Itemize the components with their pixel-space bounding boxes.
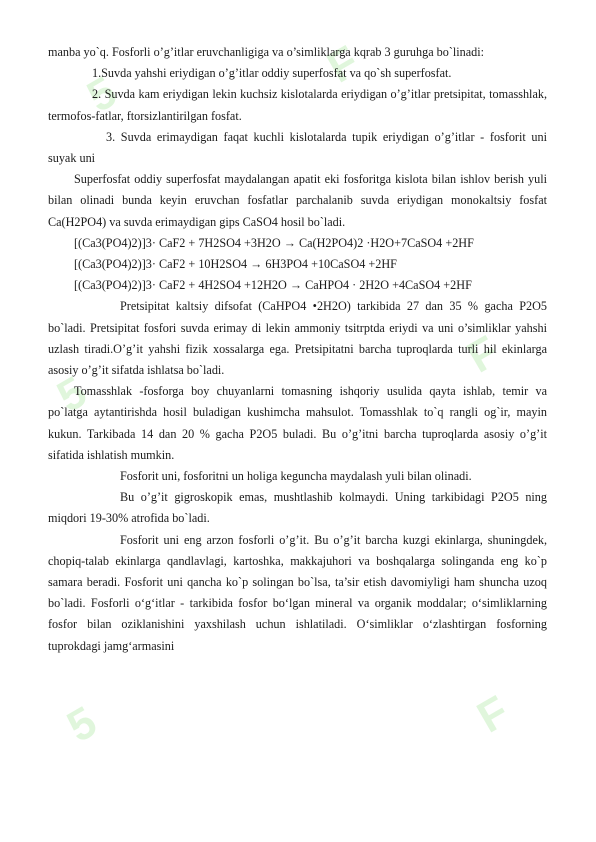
watermark-mark-2: F (319, 36, 368, 93)
paragraph: Pretsipitat kaltsiy difsofat (CaHPO4 •2H2O) tarkibida 27 dan 35 % gacha P2O5 bo`ladi. Pretsipitat fosfori suvda erimay di lekin ammoniy tsitrptda eriydi va uni o’simliklar yahshi uzlash tiradi.O’g’it yahshi fizik xossalarga ega. Pretsipitatni barcha tuproqlarda turli hil ekinlarga asosiy o’g’it sifatda ishlatsa bo`ladi. (48, 299, 547, 378)
paragraph: 1.Suvda yahshi eriydigan o’g’itlar oddiy superfosfat va qo`sh superfosfat. (92, 66, 452, 81)
paragraph: Bu o’g’it gigroskopik emas, mushtlashib kolmaydi. Uning tarkibidagi P2O5 ning miqdori 19-30% atrofida bo`ladi. (48, 490, 547, 526)
watermark-mark-1: 5 (79, 67, 125, 122)
chemical-equation: [(Ca3(PO4)2)]3· CaF2 + 4H2SO4 +12H2O → CaHPO4 · 2H2O +4CaSO4 +2HF (74, 278, 472, 293)
paragraph: 3. Suvda erimaydigan faqat kuchli kislotalarda tupik eriydigan o’g’itlar - fosforit uni suyak uni (48, 129, 547, 166)
watermark-mark-6: F (469, 686, 518, 743)
document-body (48, 42, 547, 657)
paragraph: Fosforit uni eng arzon fosforli o’g’it. Bu o’g’it barcha kuzgi ekinlarga, shuningdek, chopiq-talab ekinlarga qandlavlagi, kartoshka, makkajuhori va boshqalarga solinganda eng ko`p samara beradi. Fosforit uni qancha ko`p solingan bo`lsa, ta’sir etish davomiyligi ham shuncha uzoq bo`ladi. Fosforli o‘g‘itlar - tarkibida fosfor bo‘lgan mineral va organik moddalar; o‘simliklarning fosfor bilan oziklanishini yaxshilash uchun ishlatiladi. O‘simliklar o‘zlashtirgan fosforning tuprokdagi jamg‘armasini (48, 532, 547, 653)
watermark-mark-3: 5 (49, 367, 95, 422)
paragraph: Superfosfat oddiy superfosfat maydalangan apatit eki fosforitga kislota bilan ishlov berish yuli bilan olinadi bunda keyin eruvchan fosfatlar parchalanib suvda eriydigan monokaltsiy fosfat Ca(H2PO4) va suvda erimaydigan gips CaSO4 hosil bo`ladi. (48, 172, 547, 229)
chemical-equation: [(Ca3(PO4)2)]3· CaF2 + 7H2SO4 +3H2O → Ca(H2PO4)2 ·H2O+7CaSO4 +2HF (74, 235, 474, 250)
paragraph: Tomasshlak -fosforga boy chuyanlarni tomasning ishqoriy usulida qayta ishlab, temir va po`latga aytantirishda hosil buladigan kushimcha mahsulot. Tomasshlak to`q rangli og`ir, mayin kukun. Tarkibada 14 dan 20 % gacha P2O5 buladi. Bu o’g’itni barcha tuproqlarda asosiy o’g’it sifatida ishlatish mumkin. (48, 384, 547, 462)
paragraph: 2. Suvda kam eriydigan lekin kuchsiz kislotalarda eriydigan o’g’itlar pretsipitat, tomasshlak, termofos-fatlar, ftorsizlantirilgan fosfat. (48, 87, 547, 123)
paragraph: Fosforit uni, fosforitni un holiga keguncha maydalash yuli bilan olinadi. (120, 469, 472, 484)
chemical-equation: [(Ca3(PO4)2)]3· CaF2 + 10H2SO4 → 6H3PO4 +10CaSO4 +2HF (74, 257, 397, 272)
paragraph: manba yo`q. Fosforli o’g’itlar eruvchanligiga va o’simliklarga kqrab 3 guruhga bo`linadi: (48, 45, 485, 59)
watermark-mark-5: 5 (59, 697, 105, 752)
watermark-mark-4: F (459, 326, 508, 383)
